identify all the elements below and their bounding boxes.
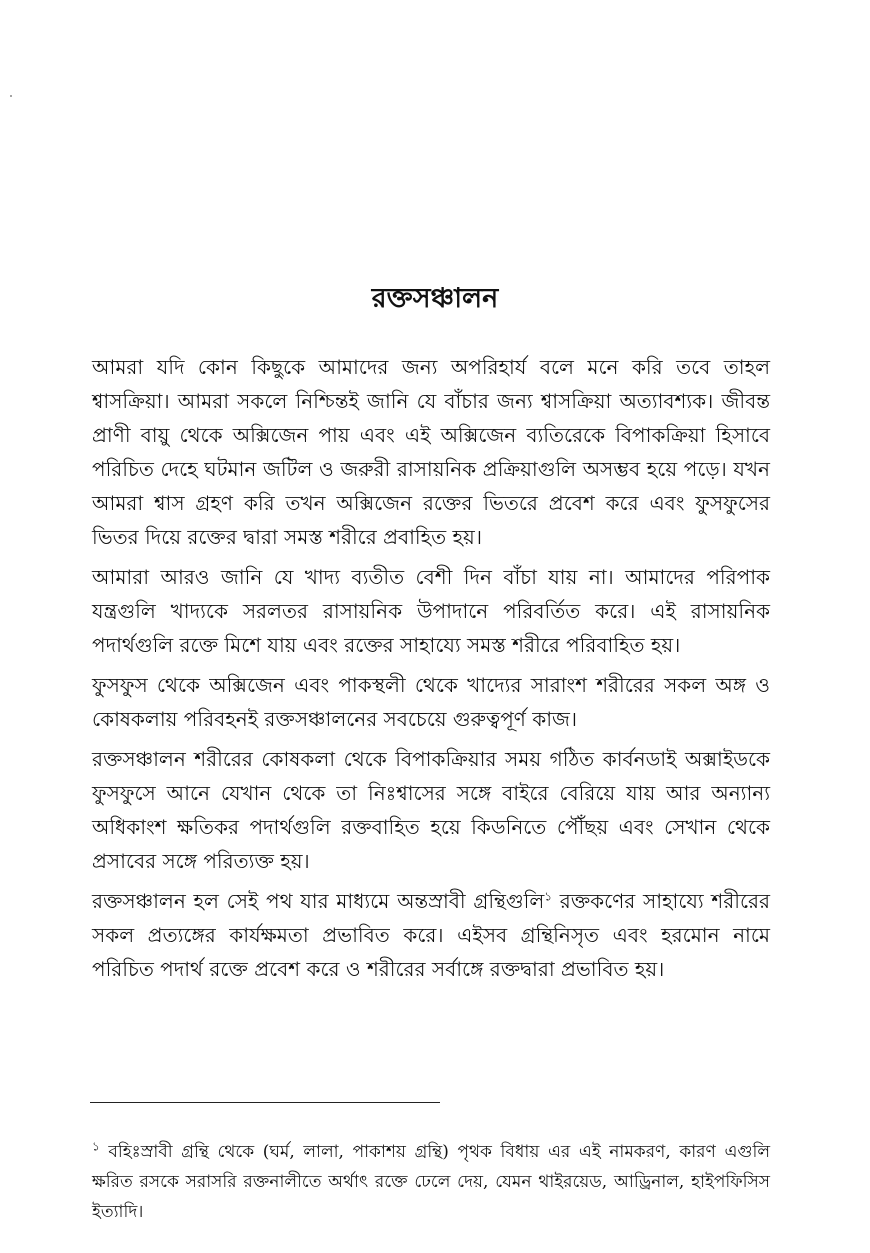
page-title: রক্তসঞ্চালন [371, 283, 499, 314]
scan-speck [10, 95, 12, 97]
footnote-marker: ১ [92, 1139, 100, 1154]
footnote [92, 1137, 770, 1227]
paragraph-hormones-text-start: রক্তসঞ্চালন হল সেই পথ যার মাধ্যমে অন্তস্রাবী গ্রন্থিগুলি [92, 889, 545, 913]
paragraph-excretion: রক্তসঞ্চালন শরীরের কোষকলা থেকে বিপাকক্রিয়ার সময় গঠিত কার্বনডাই অক্সাইডকে ফুসফুসে আনে যেখান থেকে তা নিঃশ্বাসের সঙ্গে বাইরে বেরিয়ে যায় আর অন্যান্য অধিকাংশ ক্ষতিকর পদার্থগুলি রক্তবাহিত হয়ে কিডনিতে পৌঁছয় এবং সেখান থেকে প্রসাবের সঙ্গে পরিত্যক্ত হয়। [92, 747, 770, 873]
paragraph-hormones-text-end: রক্তকণের সাহায্যে শরীরের সকল প্রত্যঙ্গের কার্যক্ষমতা প্রভাবিত করে। এইসব গ্রন্থিনিসৃত এবং হরমোন নামে পরিচিত পদার্থ রক্তে প্রবেশ করে ও শরীরের সর্বাঙ্গে রক্তদ্বারা প্রভাবিত হয়। [92, 889, 770, 981]
body-text [92, 350, 770, 992]
paragraph-transport: ফুসফুস থেকে অক্সিজেন এবং পাকস্থলী থেকে খাদ্যের সারাংশ শরীরের সকল অঙ্গ ও কোষকলায় পরিবহনই রক্তসঞ্চালনের সবচেয়ে গুরুত্বপূর্ণ কাজ। [92, 673, 770, 731]
footnote-divider [90, 1102, 440, 1103]
footnote-reference-marker: ১ [544, 889, 553, 904]
footnote-body: বহিঃস্রাবী গ্রন্থি থেকে (ঘর্ম, লালা, পাকাশয় গ্রন্থি) পৃথক বিধায় এর এই নামকরণ, কারণ এগুলি ক্ষরিত রসকে সরাসরি রক্তনালীতে অর্থাৎ রক্তে ঢেলে দেয়, যেমন থাইরয়েড, আড্রিনাল, হাইপফিসিস ইত্যাদি। [92, 1142, 770, 1222]
paragraph-respiration: আমরা যদি কোন কিছুকে আমাদের জন্য অপরিহার্য বলে মনে করি তবে তাহল শ্বাসক্রিয়া। আমরা সকলে নিশ্চিন্তই জানি যে বাঁচার জন্য শ্বাসক্রিয়া অত্যাবশ্যক। জীবন্ত প্রাণী বায়ু থেকে অক্সিজেন পায় এবং এই অক্সিজেন ব্যতিরেকে বিপাকক্রিয়া হিসাবে পরিচিত দেহে ঘটমান জটিল ও জরুরী রাসায়নিক প্রক্রিয়াগুলি অসম্ভব হয়ে পড়ে। যখন আমরা শ্বাস গ্রহণ করি তখন অক্সিজেন রক্তের ভিতরে প্রবেশ করে এবং ফুসফুসের ভিতর দিয়ে রক্তের দ্বারা সমস্ত শরীরে প্রবাহিত হয়। [92, 355, 770, 549]
paragraph-hormones [92, 884, 770, 986]
footnote-text [92, 1137, 770, 1227]
paragraph-digestion: আমারা আরও জানি যে খাদ্য ব্যতীত বেশী দিন বাঁচা যায় না। আমাদের পরিপাক যন্ত্রগুলি খাদ্যকে সরলতর রাসায়নিক উপাদানে পরিবর্তিত করে। এই রাসায়নিক পদার্থগুলি রক্তে মিশে যায় এবং রক্তের সাহায্যে সমস্ত শরীরে পরিবাহিত হয়। [92, 565, 770, 657]
